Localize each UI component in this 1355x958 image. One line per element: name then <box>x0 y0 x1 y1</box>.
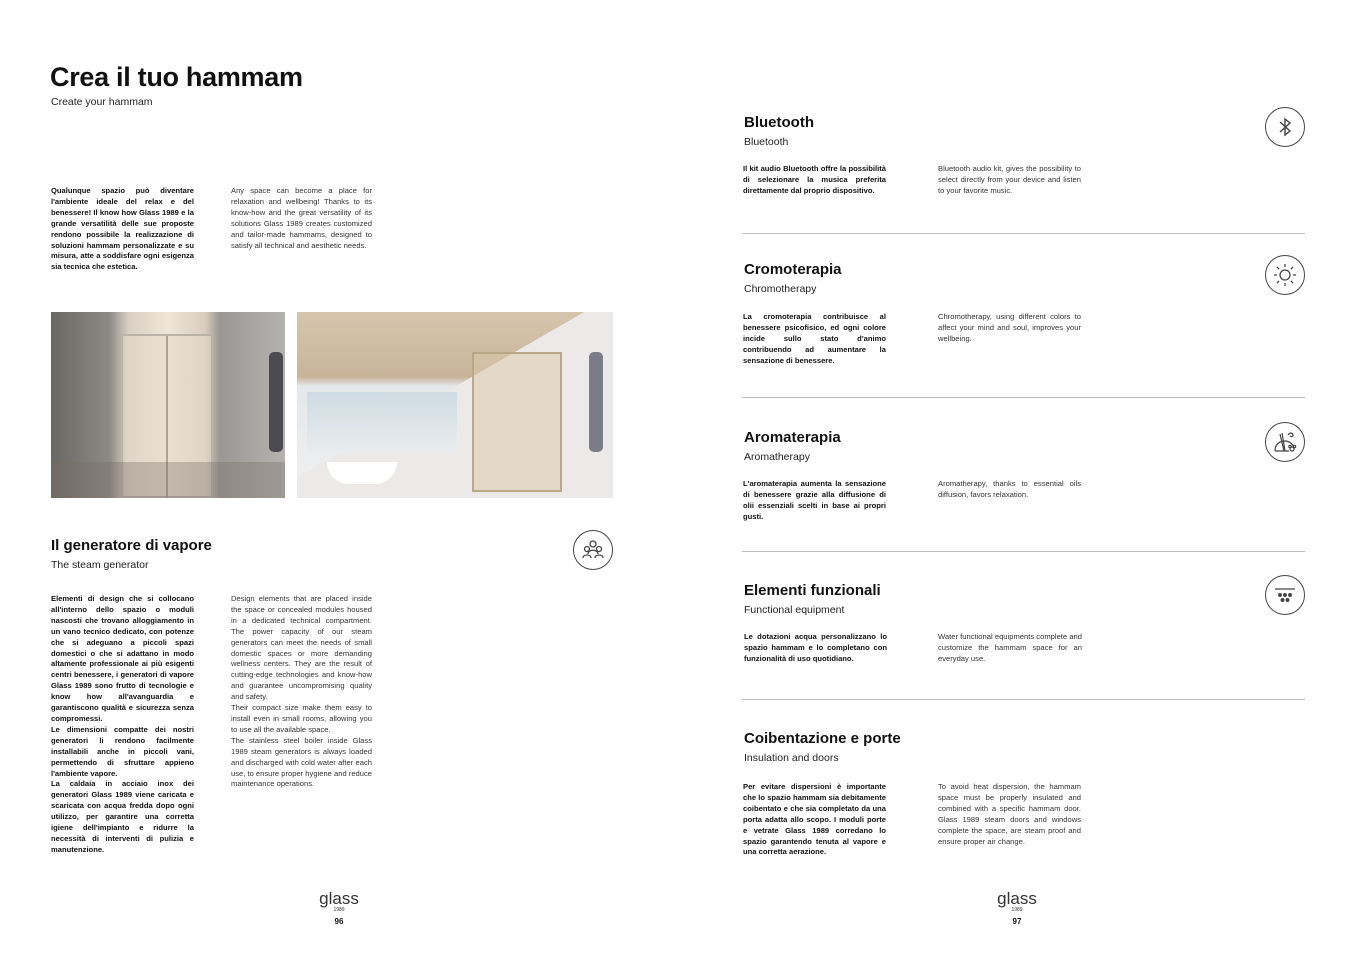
section-title: Cromoterapia <box>744 261 842 278</box>
section-subtitle: Chromotherapy <box>744 283 817 295</box>
logo-wordmark: glass <box>319 889 359 908</box>
section-text-en: Bluetooth audio kit, gives the possibility to select directly from your device and listen to your favorite music. <box>938 164 1081 195</box>
hammam-photo-2 <box>297 312 613 498</box>
section-text-en: Water functional equipments complete and customize the hammam space for an everyday use. <box>938 632 1082 663</box>
section-subtitle: Bluetooth <box>744 136 789 148</box>
page-number: 97 <box>1012 917 1022 926</box>
section-subtitle-steam: The steam generator <box>51 559 149 571</box>
section-title: Elementi funzionali <box>744 582 881 599</box>
steam-text-it: Elementi di design che si collocano all'interno dello spazio o moduli nascosti che trovano alloggiamento in un vano tecnico dedicato, con potenze che si adeguano a piccoli spazi domestici o che si adattano in modo altamente professionale ai più esigenti centri benessere, i generatori di vapore Glass 1989 sono frutto di tecnologie e know how all'avanguardia e garantiscono qualità e sicurezza senza compromessi. Le dimensioni compatte dei nostri generatori li rendono facilmente installabili anche in piccoli vani, permettendo di sfruttare appieno l'ambiente vapore. La caldaia in acciaio inox dei generatori Glass 1989 viene caricata e scaricata con acqua fredda dopo ogni utilizzo, per garantire una corretta igiene dell'impianto e ridurre la necessità di interventi di pulizia e manutenzione. <box>51 594 194 854</box>
section-title-steam: Il generatore di vapore <box>51 537 212 554</box>
section-text-en: Chromotherapy, using different colors to affect your mind and soul, improves your wellbeing. <box>938 312 1081 343</box>
section-subtitle: Aromatherapy <box>744 451 810 463</box>
section-text-it: Il kit audio Bluetooth offre la possibilità di selezionare la musica preferita direttamente dal proprio dispositivo. <box>743 164 886 195</box>
logo-wordmark: glass <box>997 889 1037 908</box>
steam-people-icon <box>573 530 613 570</box>
section-subtitle: Insulation and doors <box>744 752 839 764</box>
shower-drops-icon <box>1265 575 1305 615</box>
hammam-photo-1 <box>51 312 285 498</box>
logo-year: 1989 <box>1011 907 1023 913</box>
section-text-en: To avoid heat dispersion, the hammam space must be properly insulated and combined with a specific hammam door. Glass 1989 steam doors and windows complete the space, are steam proof and ensure proper air change. <box>938 782 1081 846</box>
section-text-it: Per evitare dispersioni è importante che lo spazio hammam sia debitamente coibentato e che sia completato da una porta adatta allo scopo. I moduli porte e vetrate Glass 1989 corredano lo spazio garantendo tenuta al vapore e una corretta aerazione. <box>743 782 886 857</box>
page-subtitle: Create your hammam <box>51 96 153 108</box>
section-title: Bluetooth <box>744 114 814 131</box>
brand-logo <box>992 891 1042 913</box>
brand-logo <box>314 891 364 913</box>
page-number: 96 <box>334 917 344 926</box>
section-title: Coibentazione e porte <box>744 730 901 747</box>
page-title: Crea il tuo hammam <box>50 62 303 92</box>
section-title: Aromaterapia <box>744 429 841 446</box>
section-subtitle: Functional equipment <box>744 604 845 616</box>
intro-text-it: Qualunque spazio può diventare l'ambiente ideale del relax e del benessere! Il know how Glass 1989 e la grande versatilità delle sue proposte rendono possibile la realizzazione di soluzioni hammam personalizzate e su misura, atte a soddisfare ogni esigenza sia tecnica che estetica. <box>51 186 194 272</box>
sun-icon <box>1265 255 1305 295</box>
section-text-it: La cromoterapia contribuisce al benessere psicofisico, ed ogni colore incide sullo stato d'animo contribuendo ad aumentare la sensazione di benessere. <box>743 312 886 365</box>
aroma-diffuser-icon <box>1265 422 1305 462</box>
section-text-en: Aromatherapy, thanks to essential oils diffusion, favors relaxation. <box>938 479 1081 499</box>
logo-year: 1989 <box>333 907 345 913</box>
divider <box>742 699 1305 700</box>
divider <box>742 551 1305 552</box>
divider <box>742 397 1305 398</box>
section-text-it: L'aromaterapia aumenta la sensazione di benessere grazie alla diffusione di olii essenziali scelti in base ai propri gusti. <box>743 479 886 521</box>
divider <box>742 233 1305 234</box>
section-text-it: Le dotazioni acqua personalizzano lo spazio hammam e lo completano con funzionalità di uso quotidiano. <box>744 632 887 663</box>
bluetooth-icon <box>1265 107 1305 147</box>
intro-text-en: Any space can become a place for relaxation and wellbeing! Thanks to its know-how and the great versatility of its solutions Glass 1989 creates customized and tailor-made hammams, designed to satisfy all technical and aesthetic needs. <box>231 186 372 250</box>
steam-text-en: Design elements that are placed inside the space or concealed modules housed in a dedicated technical compartment. The power capacity of our steam generators can meet the needs of small domestic spaces or more demanding wellness centers. They are the result of cutting-edge technologies and know-how and guarantee uncompromising quality and safety. Their compact size make them easy to install even in small rooms, allowing you to use all the available space. The stainless steel boiler inside Glass 1989 steam generators is always loaded and discharged with cold water after each use, to ensure proper hygiene and reduce maintenance operations. <box>231 594 373 789</box>
